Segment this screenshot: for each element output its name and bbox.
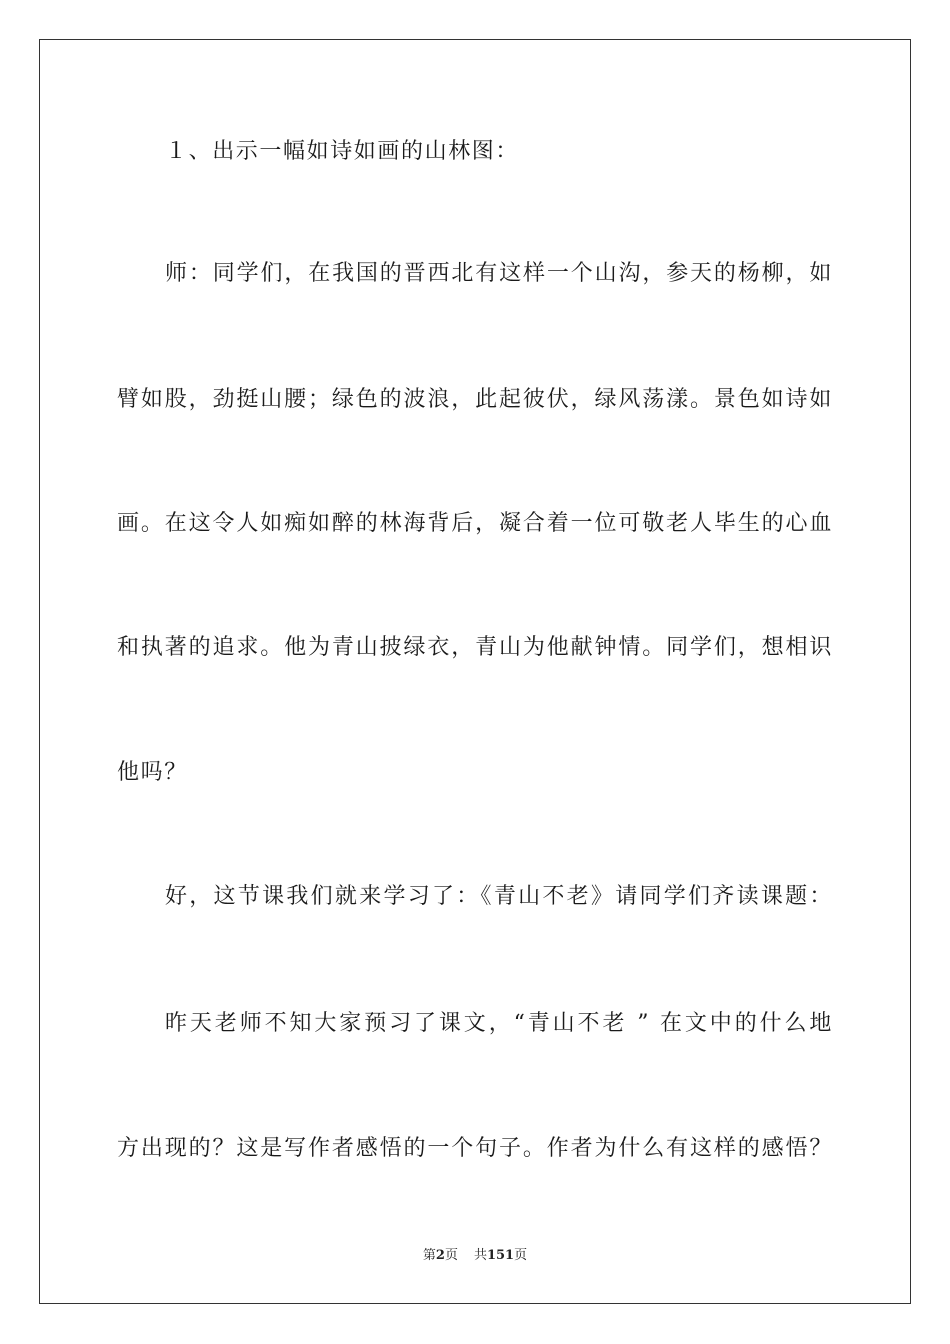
paragraph-line-6: 他吗？	[117, 760, 188, 785]
total-pages: 151	[486, 1248, 515, 1263]
paragraph-line-5: 和执著的追求。他为青山披绿衣，青山为他献钟情。同学们，想相识	[117, 635, 833, 660]
paragraph-line-4: 画。在这令人如痴如醉的林海背后，凝合着一位可敬老人毕生的心血	[117, 511, 833, 536]
paragraph-line-1: １、出示一幅如诗如画的山林图：	[165, 139, 520, 164]
page-border	[39, 39, 911, 1304]
paragraph-line-2: 师：同学们，在我国的晋西北有这样一个山沟，参天的杨柳，如	[165, 261, 833, 286]
page-prefix: 第	[422, 1248, 436, 1263]
paragraph-line-7: 好，这节课我们就来学习了：《青山不老》请同学们齐读课题：	[165, 884, 833, 909]
page-suffix: 页	[444, 1248, 458, 1263]
paragraph-line-3: 臂如股，劲挺山腰；绿色的波浪，此起彼伏，绿风荡漾。景色如诗如	[117, 387, 833, 412]
paragraph-line-8: 昨天老师不知大家预习了课文，“青山不老 ” 在文中的什么地	[165, 1011, 833, 1036]
page-footer	[0, 1247, 950, 1265]
total-suffix: 页	[514, 1248, 528, 1263]
paragraph-line-9: 方出现的？这是写作者感悟的一个句子。作者为什么有这样的感悟？	[117, 1136, 833, 1161]
page-number: 2	[435, 1248, 445, 1263]
total-prefix: 共	[473, 1248, 487, 1263]
